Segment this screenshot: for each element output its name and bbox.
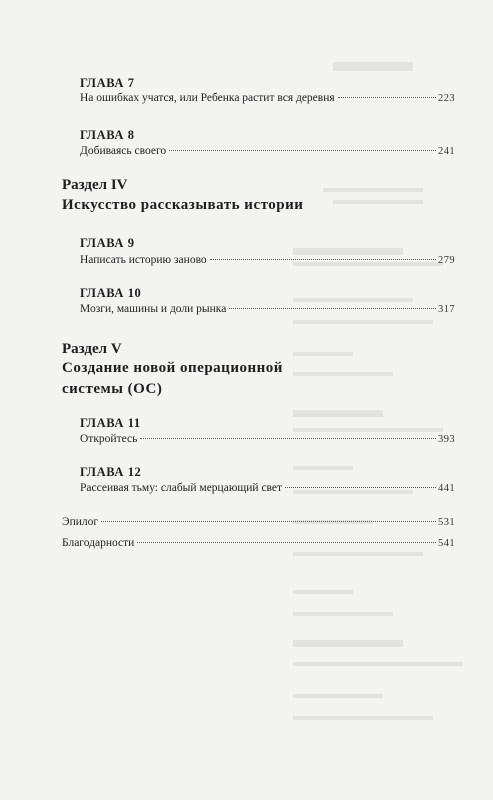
chapter-8-title: Добиваясь своего (80, 145, 167, 157)
chapter-7-label: ГЛАВА 7 (80, 76, 135, 90)
dot-leader (210, 259, 436, 260)
bleed-through-text (263, 0, 493, 800)
toc-entry-epilogue[interactable] (62, 516, 455, 528)
dot-leader (137, 542, 436, 543)
toc-entry-chapter-10[interactable] (80, 303, 455, 315)
dot-leader (169, 150, 436, 151)
section-4-number: Раздел IV (62, 177, 128, 193)
epilogue-title: Эпилог (62, 516, 99, 528)
chapter-10-label: ГЛАВА 10 (80, 286, 142, 300)
section-5-title-line-2: системы (ОС) (62, 381, 163, 397)
chapter-12-label: ГЛАВА 12 (80, 465, 142, 479)
toc-entry-chapter-9[interactable] (80, 254, 455, 266)
chapter-11-title: Откройтесь (80, 433, 138, 445)
epilogue-page: 531 (438, 517, 455, 528)
toc-entry-chapter-7[interactable] (80, 92, 455, 104)
acknowledgements-title: Благодарности (62, 537, 135, 549)
section-5-title-line-1: Создание новой операционной (62, 360, 283, 376)
acknowledgements-page: 541 (438, 538, 455, 549)
chapter-9-title: Написать историю заново (80, 254, 207, 266)
chapter-11-page: 393 (438, 434, 455, 445)
toc-entry-acknowledgements[interactable] (62, 537, 455, 549)
toc-entry-chapter-12[interactable] (80, 482, 455, 494)
toc-entry-chapter-8[interactable] (80, 145, 455, 157)
chapter-7-title: На ошибках учатся, или Ребенка растит вся деревня (80, 92, 335, 104)
section-5-number: Раздел V (62, 341, 122, 357)
chapter-7-page: 223 (438, 93, 455, 104)
section-4-title: Искусство рассказывать истории (62, 197, 304, 213)
chapter-8-label: ГЛАВА 8 (80, 128, 135, 142)
chapter-11-label: ГЛАВА 11 (80, 416, 141, 430)
chapter-12-page: 441 (438, 483, 455, 494)
chapter-8-page: 241 (438, 146, 455, 157)
dot-leader (229, 308, 436, 309)
dot-leader (101, 521, 436, 522)
dot-leader (140, 438, 436, 439)
chapter-9-label: ГЛАВА 9 (80, 236, 135, 250)
dot-leader (285, 487, 436, 488)
chapter-9-page: 279 (438, 255, 455, 266)
chapter-10-page: 317 (438, 304, 455, 315)
toc-entry-chapter-11[interactable] (80, 433, 455, 445)
dot-leader (338, 97, 436, 98)
chapter-12-title: Рассеивая тьму: слабый мерцающий свет (80, 482, 283, 494)
chapter-10-title: Мозги, машины и доли рынка (80, 303, 227, 315)
